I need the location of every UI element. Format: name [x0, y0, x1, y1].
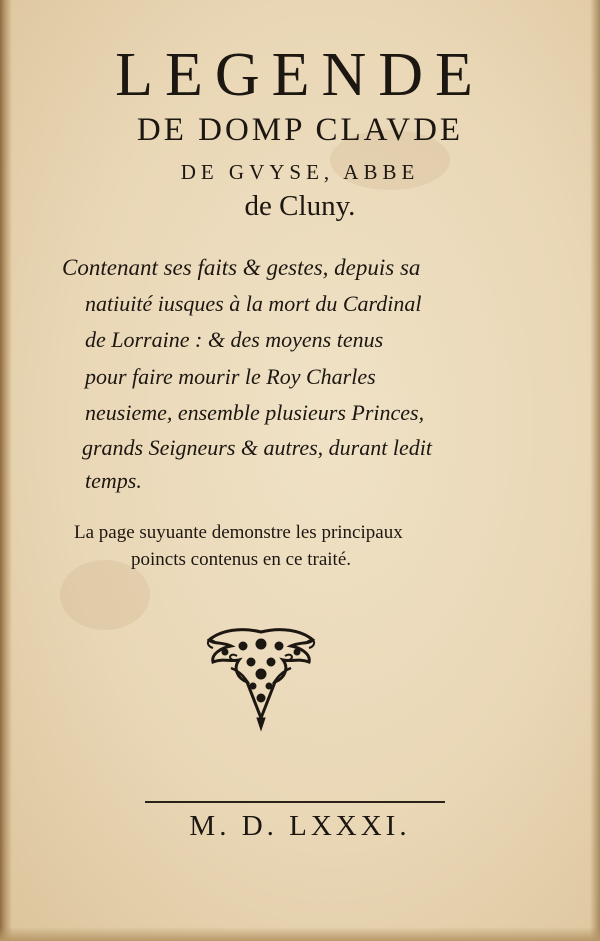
- title-subline-3: de Cluny.: [244, 190, 356, 222]
- note-line: La page suyuante demonstre les principaux: [74, 522, 403, 543]
- note-line: poincts contenus en ce traité.: [131, 549, 352, 570]
- description-line: natiuité iusques à la mort du Cardinal: [85, 291, 422, 316]
- description-line: pour faire mourir le Roy Charles: [85, 364, 376, 389]
- description-line: de Lorraine : & des moyens tenus: [85, 327, 384, 352]
- publication-date: M. D. LXXXI.: [189, 810, 411, 842]
- page-bottom-edge: [0, 927, 600, 941]
- description-line: temps.: [85, 468, 142, 493]
- fleuron-ornament-icon: [201, 622, 321, 734]
- description-line: neusieme, ensemble plusieurs Princes,: [85, 400, 425, 425]
- divider-rule: [145, 801, 445, 803]
- title-heading: LEGENDE: [115, 41, 485, 109]
- title-subline-2: DE GVYSE, ABBE: [180, 160, 420, 184]
- description-line: Contenant ses faits & gestes, depuis sa: [62, 255, 421, 280]
- description-line: grands Seigneurs & autres, durant ledit: [82, 435, 432, 460]
- title-subline-1: DE DOMP CLAVDE: [136, 112, 464, 148]
